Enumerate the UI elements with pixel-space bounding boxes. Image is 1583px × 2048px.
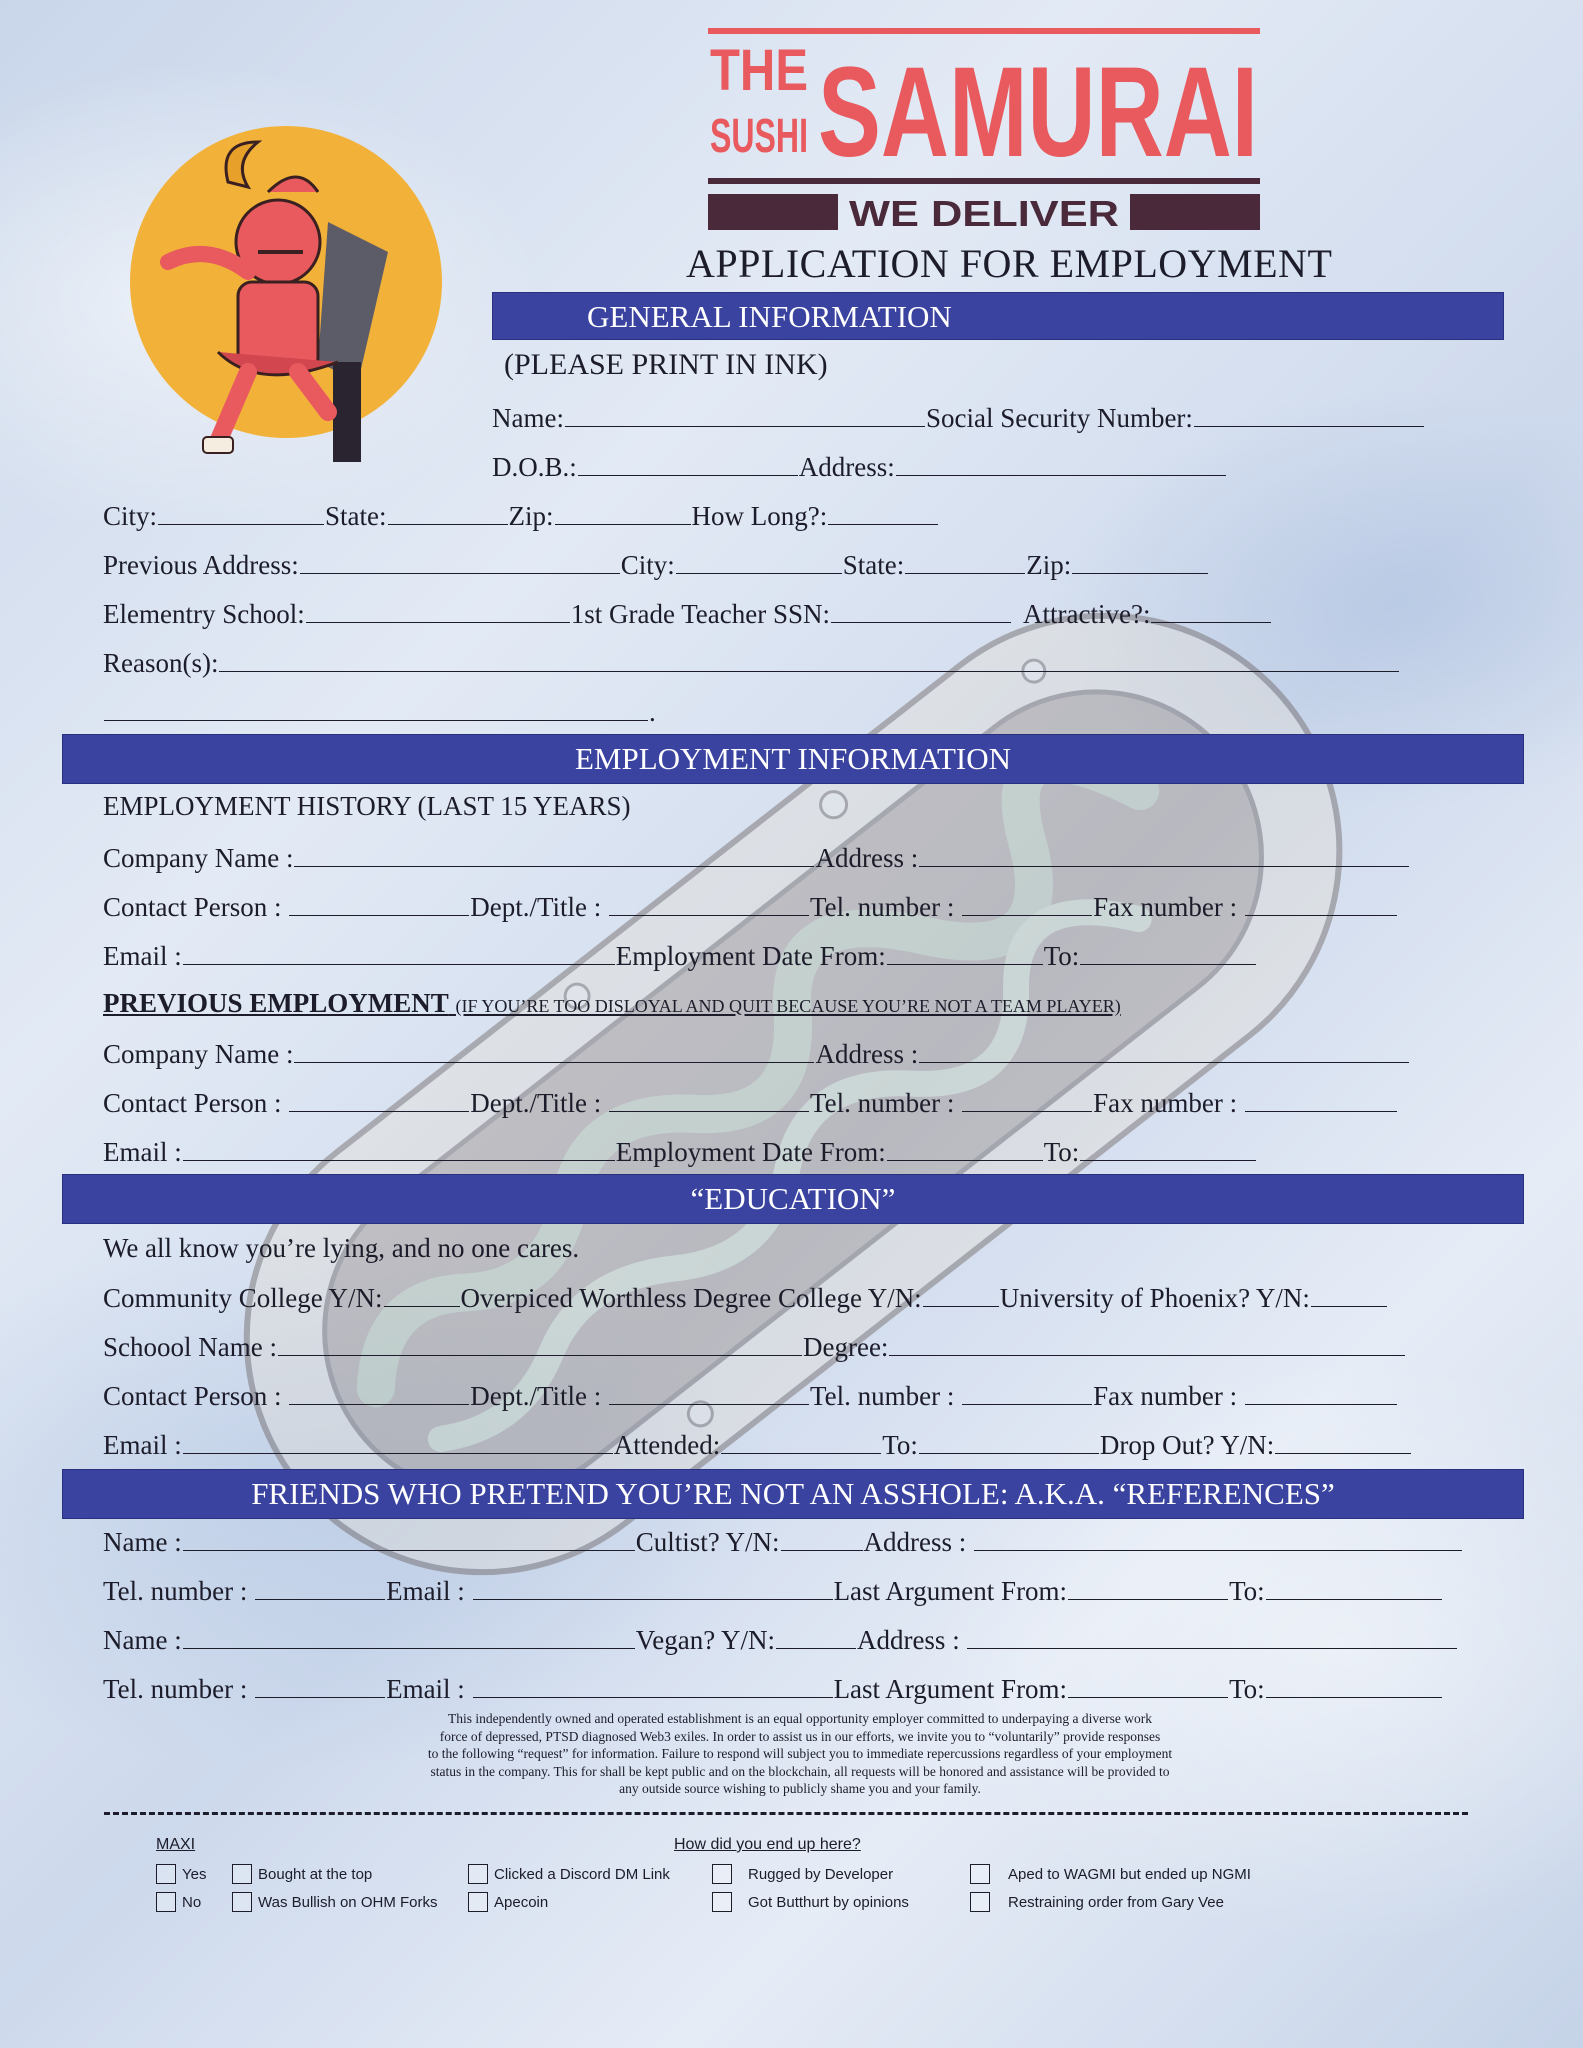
state-field[interactable]: [388, 498, 508, 525]
samurai-mascot-image: [128, 142, 448, 472]
overpriced-college-field[interactable]: [923, 1280, 999, 1307]
attractive-field[interactable]: [1151, 596, 1271, 623]
ref2-last-arg-to-field[interactable]: [1266, 1671, 1442, 1698]
company-name-field[interactable]: [294, 840, 814, 867]
logo-the: THE: [710, 38, 808, 103]
checkbox-square[interactable]: [232, 1892, 252, 1912]
employment-history-heading: EMPLOYMENT HISTORY (LAST 15 YEARS): [103, 791, 631, 821]
print-in-ink-instruction: (PLEASE PRINT IN INK): [504, 348, 828, 381]
ref2-tel-field[interactable]: [255, 1671, 385, 1698]
prev-company-name-field[interactable]: [294, 1036, 814, 1063]
ref1-cultist-field[interactable]: [781, 1524, 863, 1551]
previous-address-field[interactable]: [300, 547, 620, 574]
logo-tagline: WE DELIVER: [849, 193, 1120, 234]
row-ref1-name: Name : Cultist? Y/N: Address :: [103, 1524, 1463, 1559]
row-reasons-continued: .: [103, 694, 656, 729]
band-references: FRIENDS WHO PRETEND YOU’RE NOT AN ASSHOLE: A.K.A. “REFERENCES”: [62, 1469, 1524, 1519]
prev-tel-field[interactable]: [962, 1085, 1092, 1112]
prev-date-to-field[interactable]: [1080, 1134, 1256, 1161]
dob-field[interactable]: [578, 449, 798, 476]
ref2-address-field[interactable]: [967, 1622, 1457, 1649]
prev-email-field[interactable]: [183, 1134, 615, 1161]
ref2-last-arg-from-field[interactable]: [1068, 1671, 1228, 1698]
ref2-email-field[interactable]: [473, 1671, 833, 1698]
reasons-field-continued[interactable]: [104, 694, 648, 721]
checkbox-aped-wagmi-ngmi[interactable]: Aped to WAGMI but ended up NGMI: [970, 1864, 1251, 1884]
checkbox-square[interactable]: [970, 1892, 990, 1912]
checkbox-apecoin[interactable]: Apecoin: [468, 1892, 548, 1912]
prev-dept-title-field[interactable]: [609, 1085, 809, 1112]
row-city-state-zip: City: State: Zip: How Long?:: [103, 498, 939, 533]
community-college-field[interactable]: [384, 1280, 460, 1307]
previous-zip-field[interactable]: [1072, 547, 1208, 574]
row-ref2-tel-email: Tel. number : Email : Last Argument From: To:: [103, 1671, 1443, 1706]
checkbox-square[interactable]: [468, 1892, 488, 1912]
checkbox-maxi-yes[interactable]: Yes: [156, 1864, 206, 1884]
edu-fax-field[interactable]: [1245, 1378, 1397, 1405]
row-company-address: Company Name : Address :: [103, 840, 1410, 875]
checkbox-bought-at-top[interactable]: Bought at the top: [232, 1864, 372, 1884]
row-contact-dept-tel-fax: Contact Person : Dept./Title : Tel. number : Fax number :: [103, 889, 1398, 924]
tel-field[interactable]: [962, 889, 1092, 916]
prev-fax-field[interactable]: [1245, 1085, 1397, 1112]
ref1-email-field[interactable]: [473, 1573, 833, 1600]
row-college-yn: Community College Y/N: Overpiced Worthless Degree College Y/N: University of Phoenix? Y/N:: [103, 1280, 1388, 1315]
ssn-field[interactable]: [1194, 400, 1424, 427]
ref2-name-field[interactable]: [183, 1622, 635, 1649]
fax-field[interactable]: [1245, 889, 1397, 916]
ref2-vegan-field[interactable]: [776, 1622, 856, 1649]
row-school-teacher: Elementry School: 1st Grade Teacher SSN: Attractive?:: [103, 596, 1272, 631]
checkbox-butthurt-by-opinions[interactable]: Got Butthurt by opinions: [712, 1892, 909, 1912]
sushi-samurai-logo: [708, 28, 1260, 236]
email-field[interactable]: [183, 938, 615, 965]
row-previous-address: Previous Address: City: State: Zip:: [103, 547, 1209, 582]
checkbox-square[interactable]: [712, 1892, 732, 1912]
how-long-field[interactable]: [828, 498, 938, 525]
education-intro: We all know you’re lying, and no one cares.: [103, 1233, 580, 1263]
row-edu-email-attended: Email : Attended: To: Drop Out? Y/N:: [103, 1427, 1412, 1462]
logo-sushi: SUSHI: [710, 110, 808, 163]
checkbox-square[interactable]: [156, 1864, 176, 1884]
checkbox-square[interactable]: [232, 1864, 252, 1884]
previous-state-field[interactable]: [905, 547, 1025, 574]
checkbox-bullish-ohm-forks[interactable]: Was Bullish on OHM Forks: [232, 1892, 437, 1912]
row-edu-contact-dept-tel-fax: Contact Person : Dept./Title : Tel. number : Fax number :: [103, 1378, 1398, 1413]
checkbox-square[interactable]: [712, 1864, 732, 1884]
dropout-field[interactable]: [1275, 1427, 1411, 1454]
employment-date-from-field[interactable]: [887, 938, 1043, 965]
ref1-last-arg-from-field[interactable]: [1068, 1573, 1228, 1600]
ref1-last-arg-to-field[interactable]: [1266, 1573, 1442, 1600]
elementary-school-field[interactable]: [306, 596, 570, 623]
band-education: “EDUCATION”: [62, 1174, 1524, 1224]
prev-company-address-field[interactable]: [919, 1036, 1409, 1063]
edu-contact-person-field[interactable]: [289, 1378, 469, 1405]
band-employment-information: EMPLOYMENT INFORMATION: [62, 734, 1524, 784]
edu-email-field[interactable]: [183, 1427, 613, 1454]
employment-date-to-field[interactable]: [1080, 938, 1256, 965]
contact-person-field[interactable]: [289, 889, 469, 916]
logo-brand: SAMURAI: [818, 41, 1258, 184]
checkbox-discord-dm-link[interactable]: Clicked a Discord DM Link: [468, 1864, 670, 1884]
degree-field[interactable]: [889, 1329, 1405, 1356]
row-prev-company-address: Company Name : Address :: [103, 1036, 1410, 1071]
zip-field[interactable]: [555, 498, 691, 525]
school-name-field[interactable]: [278, 1329, 802, 1356]
checkbox-square[interactable]: [156, 1892, 176, 1912]
eeo-disclaimer: This independently owned and operated establishment is an equal opportunity employer committed to underpaying a diverse work force of depressed, PTSD diagnosed Web3 exiles. In order to assist us in our efforts, we invite you to “voluntarily” provide responses to the following “request” for information. Failure to respond will subject you to immediate repercussions regardless of your employment status in the company. This for shall be kept public and on the blockchain, all requests will be honored and assistance will be provided to any outside source wishing to publicly shame you and your family.: [427, 1711, 1173, 1796]
checkbox-maxi-no[interactable]: No: [156, 1892, 201, 1912]
prev-contact-person-field[interactable]: [289, 1085, 469, 1112]
attended-from-field[interactable]: [721, 1427, 881, 1454]
ref1-name-field[interactable]: [183, 1524, 635, 1551]
prev-date-from-field[interactable]: [887, 1134, 1043, 1161]
edu-dept-title-field[interactable]: [609, 1378, 809, 1405]
row-prev-email-dates: Email : Employment Date From: To:: [103, 1134, 1257, 1169]
dept-title-field[interactable]: [609, 889, 809, 916]
row-school-degree: Schoool Name : Degree:: [103, 1329, 1406, 1364]
checkbox-rugged-by-developer[interactable]: Rugged by Developer: [712, 1864, 893, 1884]
checkbox-restraining-order[interactable]: Restraining order from Gary Vee: [970, 1892, 1224, 1912]
form-title: APPLICATION FOR EMPLOYMENT: [686, 241, 1333, 286]
ref1-address-field[interactable]: [974, 1524, 1462, 1551]
row-prev-contact-dept-tel-fax: Contact Person : Dept./Title : Tel. number : Fax number :: [103, 1085, 1398, 1120]
phoenix-field[interactable]: [1311, 1280, 1387, 1307]
checkbox-square[interactable]: [970, 1864, 990, 1884]
row-ref1-tel-email: Tel. number : Email : Last Argument From: To:: [103, 1573, 1443, 1608]
row-name-ssn: Name: Social Security Number:: [492, 400, 1425, 435]
maxi-heading: MAXI: [156, 1836, 196, 1853]
band-general-information: GENERAL INFORMATION: [492, 292, 1504, 340]
row-dob-address: D.O.B.: Address:: [492, 449, 1227, 484]
reasons-field[interactable]: [219, 645, 1399, 672]
attended-to-field[interactable]: [919, 1427, 1099, 1454]
company-address-field[interactable]: [919, 840, 1409, 867]
name-field[interactable]: [565, 400, 925, 427]
row-ref2-name: Name : Vegan? Y/N: Address :: [103, 1622, 1458, 1657]
previous-employment-heading: PREVIOUS EMPLOYMENT (IF YOU’RE TOO DISLOYAL AND QUIT BECAUSE YOU’RE NOT A TEAM PLAYER): [103, 988, 1121, 1018]
ref1-tel-field[interactable]: [255, 1573, 385, 1600]
checkbox-square[interactable]: [468, 1864, 488, 1884]
row-email-dates: Email : Employment Date From: To:: [103, 938, 1257, 973]
edu-tel-field[interactable]: [962, 1378, 1092, 1405]
row-reasons: Reason(s):: [103, 645, 1400, 680]
cut-line-divider: [104, 1812, 1468, 1815]
city-field[interactable]: [158, 498, 324, 525]
previous-city-field[interactable]: [676, 547, 842, 574]
address-field[interactable]: [896, 449, 1226, 476]
how-did-you-end-up-here-heading: How did you end up here?: [674, 1836, 861, 1853]
teacher-ssn-field[interactable]: [831, 596, 1011, 623]
